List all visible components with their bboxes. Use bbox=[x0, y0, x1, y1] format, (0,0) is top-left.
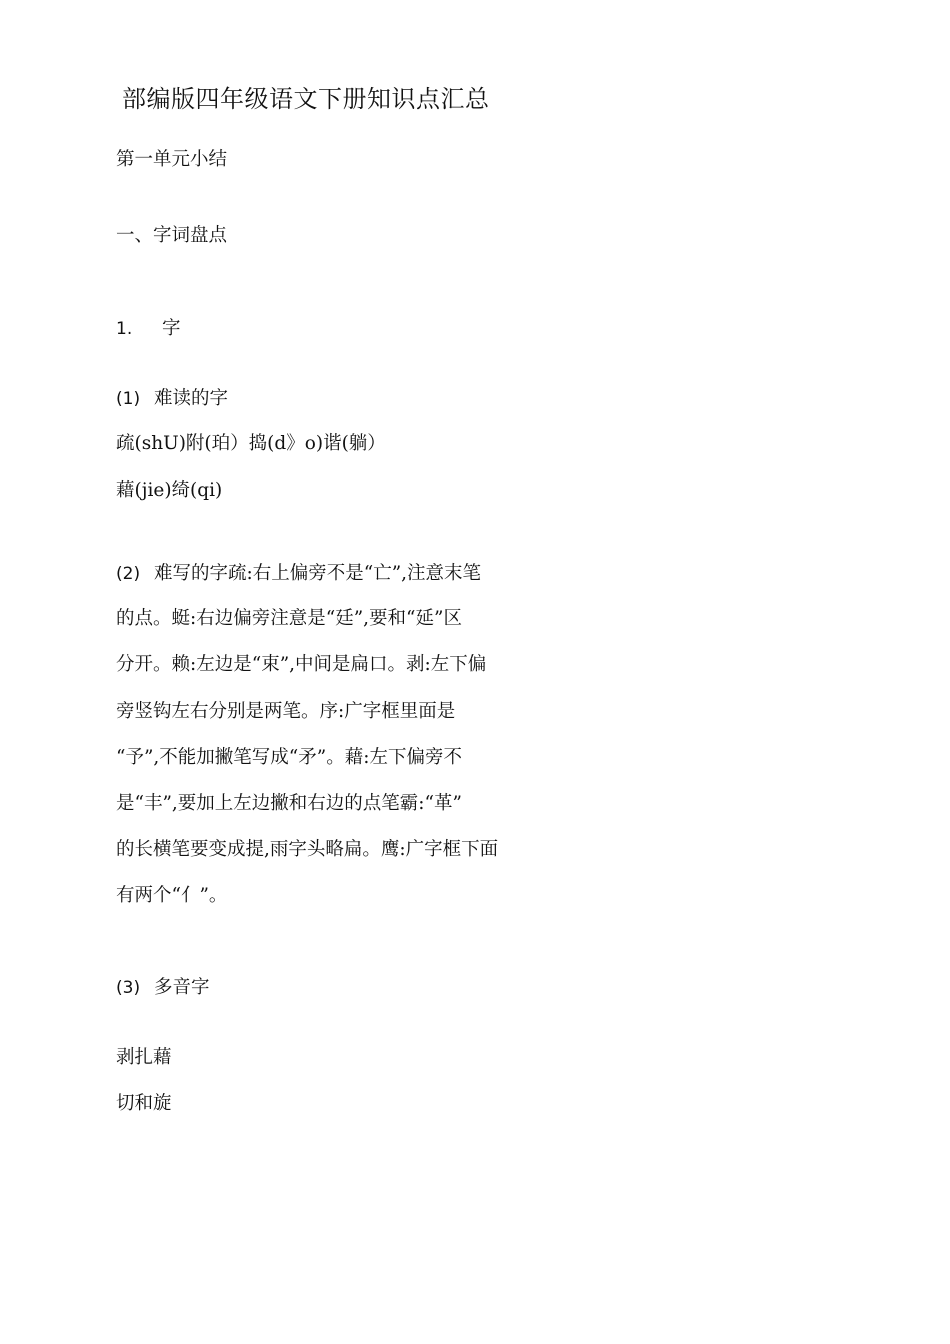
hard-write-line: “予”,不能加撇笔写成“矛”。藉:左下偏旁不 bbox=[116, 747, 462, 768]
hard-read-number: (1) bbox=[116, 389, 141, 409]
hard-read-heading bbox=[116, 387, 228, 411]
item-1-heading bbox=[116, 317, 181, 341]
pinyin-line-1: 疏(shU)附(珀）捣(d》o)谐(躺） bbox=[116, 433, 386, 454]
hard-write-line bbox=[116, 562, 481, 586]
polyphone-heading bbox=[116, 976, 210, 1000]
document-title: 部编版四年级语文下册知识点汇总 bbox=[122, 85, 490, 113]
hard-write-text: 难写的字疏:右上偏旁不是“亡”,注意末笔 bbox=[154, 563, 482, 584]
item-1-number: 1. bbox=[116, 319, 133, 339]
hard-write-line: 分开。赖:左边是“束”,中间是扁口。剥:左下偏 bbox=[116, 654, 487, 675]
hard-write-line: 有两个“亻”。 bbox=[116, 885, 228, 906]
polyphone-line-1: 剥扎藉 bbox=[116, 1047, 172, 1068]
polyphone-line-2: 切和旋 bbox=[116, 1093, 172, 1114]
pinyin-line-2: 藉(jie)绮(qi) bbox=[116, 480, 223, 501]
hard-read-label: 难读的字 bbox=[154, 388, 229, 409]
polyphone-number: (3) bbox=[116, 978, 141, 998]
unit-heading: 第一单元小结 bbox=[116, 149, 228, 170]
section-heading: 一、字词盘点 bbox=[116, 225, 228, 246]
hard-write-line: 是“丰”,要加上左边撇和右边的点笔霸:“革” bbox=[116, 793, 462, 814]
item-1-label: 字 bbox=[162, 318, 181, 339]
hard-write-number: (2) bbox=[116, 564, 141, 584]
hard-write-line: 的点。蜓:右边偏旁注意是“廷”,要和“延”区 bbox=[116, 608, 462, 629]
polyphone-label: 多音字 bbox=[154, 977, 210, 998]
hard-write-line: 旁竖钩左右分别是两笔。序:广字框里面是 bbox=[116, 701, 456, 722]
hard-write-line: 的长横笔要变成提,雨字头略扁。鹰:广字框下面 bbox=[116, 839, 499, 860]
